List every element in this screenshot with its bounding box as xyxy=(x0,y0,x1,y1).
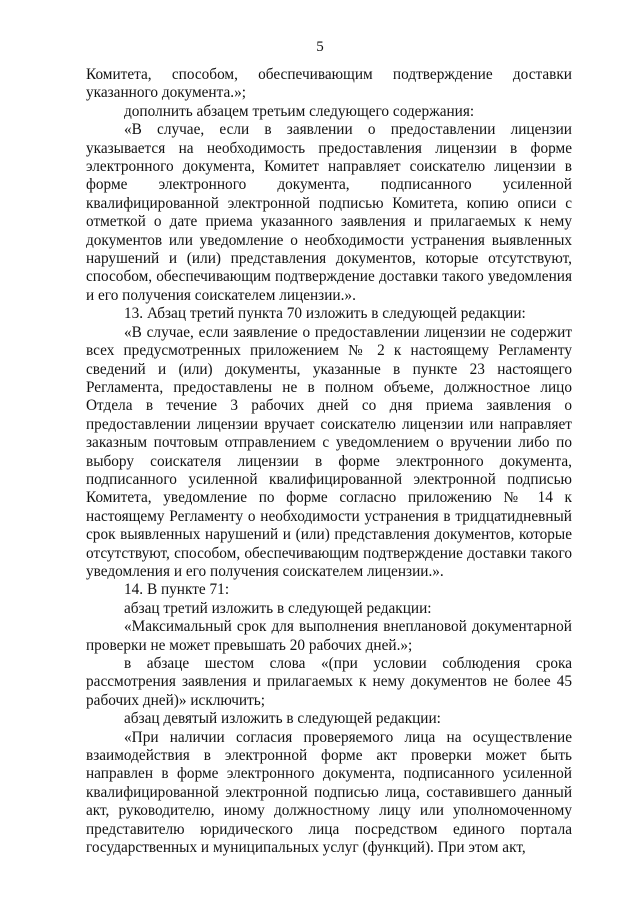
paragraph: «При наличии согласия проверяемого лица на осуществление взаимодействия в электронной форме акт проверки может быть направлен в форме электронного документа, подписанного усиленной квалифицированной электронной подписью лица, составившего данный акт, руководителю, иному должностному лицу или уполномоченному представителю юридического лица посредством единого портала государственных и муниципальных услуг (функций). При этом акт, xyxy=(86,728,572,857)
page-number: 5 xyxy=(316,39,324,55)
paragraph: дополнить абзацем третьим следующего содержания: xyxy=(124,102,475,120)
paragraph: Комитета, способом, обеспечивающим подтверждение доставки указанного документа.»; xyxy=(86,66,572,102)
paragraph: 13. Абзац третий пункта 70 изложить в следующей редакции: xyxy=(124,305,526,323)
paragraph: «Максимальный срок для выполнения внеплановой документарной проверки не может превышать 20 рабочих дней.»; xyxy=(86,618,572,654)
paragraph: «В случае, если в заявлении о предоставлении лицензии указывается на необходимость предоставления лицензии в форме электронного документа, Комитет направляет соискателю лицензии в форме электронного документа, подписанного усиленной квалифицированной электронной подписью Комитета, копию описи с отметкой о дате приема указанного заявления и прилагаемых к нему документов или уведомление о необходимости устранения выявленных нарушений и (или) представления документов, которые отсутствуют, способом, обеспечивающим подтверждение доставки такого уведомления и его получения соискателем лицензии.». xyxy=(86,121,572,304)
paragraph: «В случае, если заявление о предоставлении лицензии не содержит всех предусмотренных приложением № 2 к настоящему Регламенту сведений и (или) документы, указанные в пункте 23 настоящего Регламента, предоставлены не в полном объеме, должностное лицо Отдела в течение 3 рабочих дней со дня приема заявления о предоставлении лицензии вручает соискателю лицензии или направляет заказным почтовым отправлением с уведомлением о вручении либо по выбору соискателя лицензии в форме электронного документа, подписанного усиленной квалифицированной электронной подписью Комитета, уведомление по форме согласно приложению № 14 к настоящему Регламенту о необходимости устранения в тридцатидневный срок выявленных нарушений и (или) представления документов, которые отсутствуют, способом, обеспечивающим подтверждение доставки такого уведомления и его получения соискателем лицензии.». xyxy=(86,323,572,580)
body-text xyxy=(86,66,572,857)
paragraph: абзац девятый изложить в следующей редакции: xyxy=(124,710,441,728)
paragraph: абзац третий изложить в следующей редакции: xyxy=(124,599,432,617)
paragraph: 14. В пункте 71: xyxy=(124,581,230,599)
paragraph: в абзаце шестом слова «(при условии соблюдения срока рассмотрения заявления и прилагаемых к нему документов не более 45 рабочих дней)» исключить; xyxy=(86,655,572,709)
